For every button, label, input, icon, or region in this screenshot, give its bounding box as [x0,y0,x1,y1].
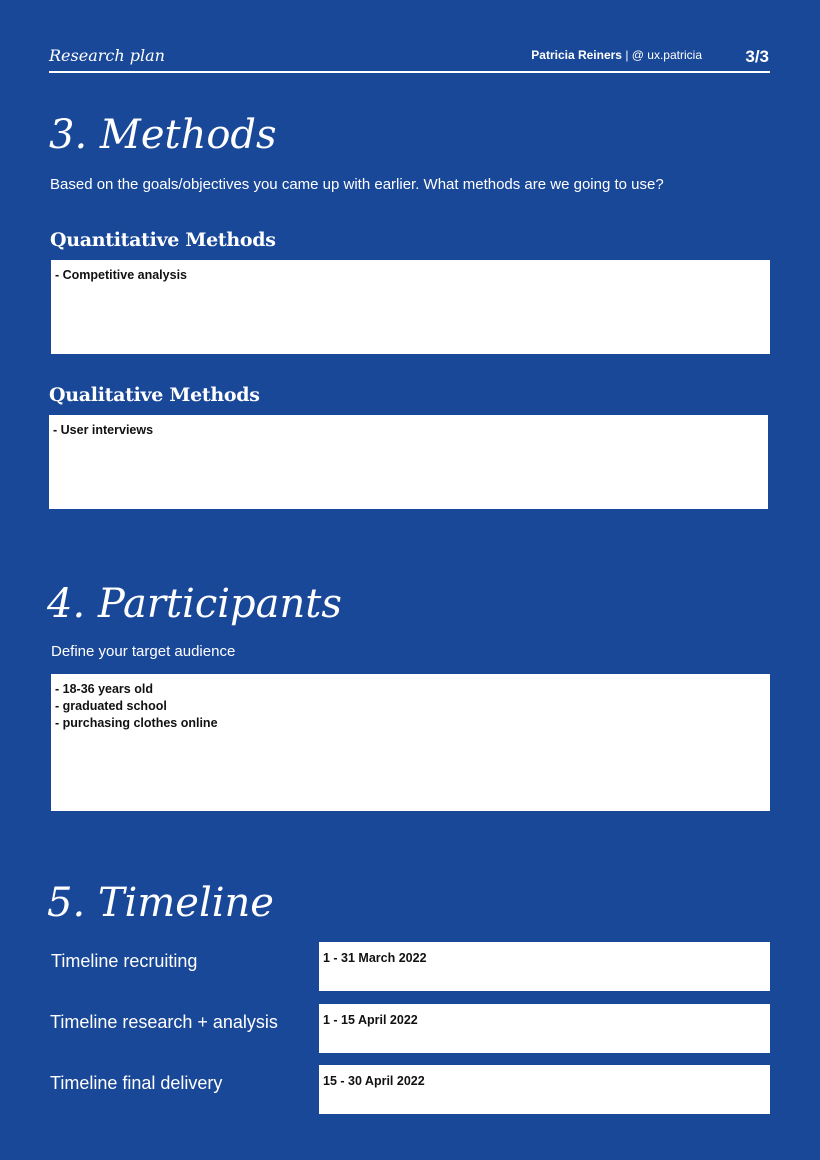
timeline-research-value: 1 - 15 April 2022 [323,1013,418,1027]
quantitative-methods-box[interactable] [51,260,770,354]
timeline-recruiting-value: 1 - 31 March 2022 [323,951,427,965]
header-divider [49,71,770,73]
list-item: - graduated school [55,699,167,713]
author-credit [531,48,702,62]
list-item: - User interviews [53,423,154,437]
timeline-recruiting-label: Timeline recruiting [51,951,198,971]
page-indicator: 3/3 [745,47,769,66]
document-title: Research plan [49,46,165,65]
qualitative-methods-box[interactable] [49,415,768,509]
participants-title: 4. Participants [47,581,342,627]
participants-description: Define your target audience [51,643,236,660]
list-item: - 18-36 years old [55,682,153,696]
list-item: - Competitive analysis [55,268,187,282]
timeline-research-label: Timeline research + analysis [50,1012,278,1032]
author-name: Patricia Reiners [531,48,622,62]
timeline-delivery-box[interactable] [319,1065,770,1114]
methods-title: 3. Methods [49,112,277,158]
author-handle: | @ ux.patricia [625,48,702,62]
timeline-research-box[interactable] [319,1004,770,1053]
timeline-title: 5. Timeline [47,880,274,926]
timeline-delivery-value: 15 - 30 April 2022 [323,1074,425,1088]
list-item: - purchasing clothes online [55,716,218,730]
timeline-delivery-label: Timeline final delivery [50,1073,223,1093]
quantitative-heading: Quantitative Methods [50,229,276,251]
qualitative-heading: Qualitative Methods [49,384,260,406]
target-audience-box[interactable] [51,674,770,811]
timeline-recruiting-box[interactable] [319,942,770,991]
methods-description: Based on the goals/objectives you came up with earlier. What methods are we going to use? [50,176,664,193]
